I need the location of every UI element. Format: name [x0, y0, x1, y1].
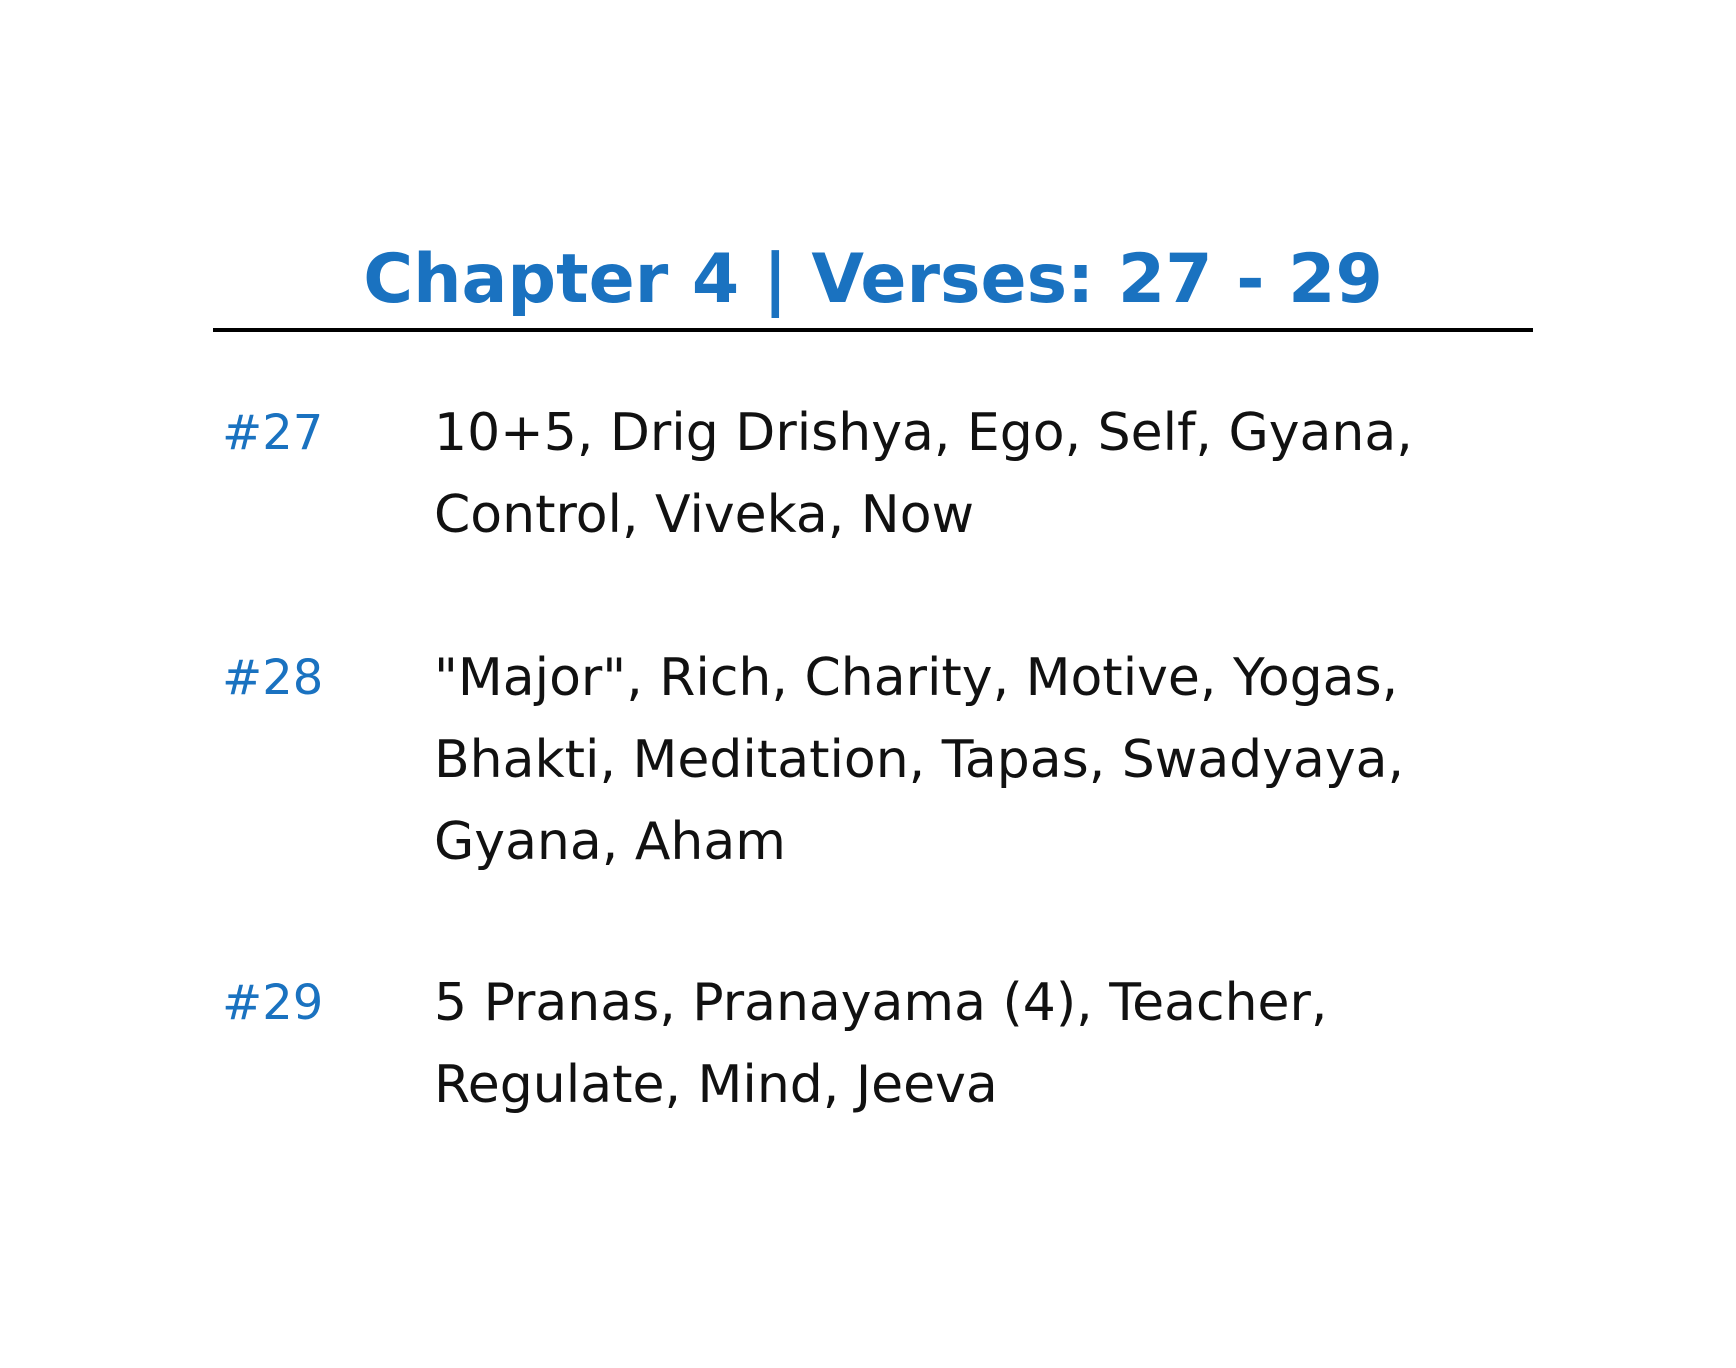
- verse-text: [434, 392, 1514, 556]
- verse-number: #27: [222, 405, 324, 461]
- verse-text-line: Bhakti, Meditation, Tapas, Swadyaya,: [434, 730, 1404, 790]
- verse-text-line: 5 Pranas, Pranayama (4), Teacher,: [434, 973, 1328, 1033]
- verse-number: #29: [222, 975, 324, 1031]
- page-title: Chapter 4 | Verses: 27 - 29: [363, 240, 1383, 319]
- verse-text-line: 10+5, Drig Drishya, Ego, Self, Gyana,: [434, 403, 1413, 463]
- verse-text-line: Control, Viveka, Now: [434, 485, 975, 545]
- verse-number: #28: [222, 650, 324, 706]
- verse-text-line: Gyana, Aham: [434, 812, 786, 872]
- verse-text-line: Regulate, Mind, Jeeva: [434, 1055, 998, 1115]
- verse-text-line: "Major", Rich, Charity, Motive, Yogas,: [434, 648, 1399, 708]
- verse-text: [434, 962, 1514, 1126]
- verse-text: [434, 637, 1514, 883]
